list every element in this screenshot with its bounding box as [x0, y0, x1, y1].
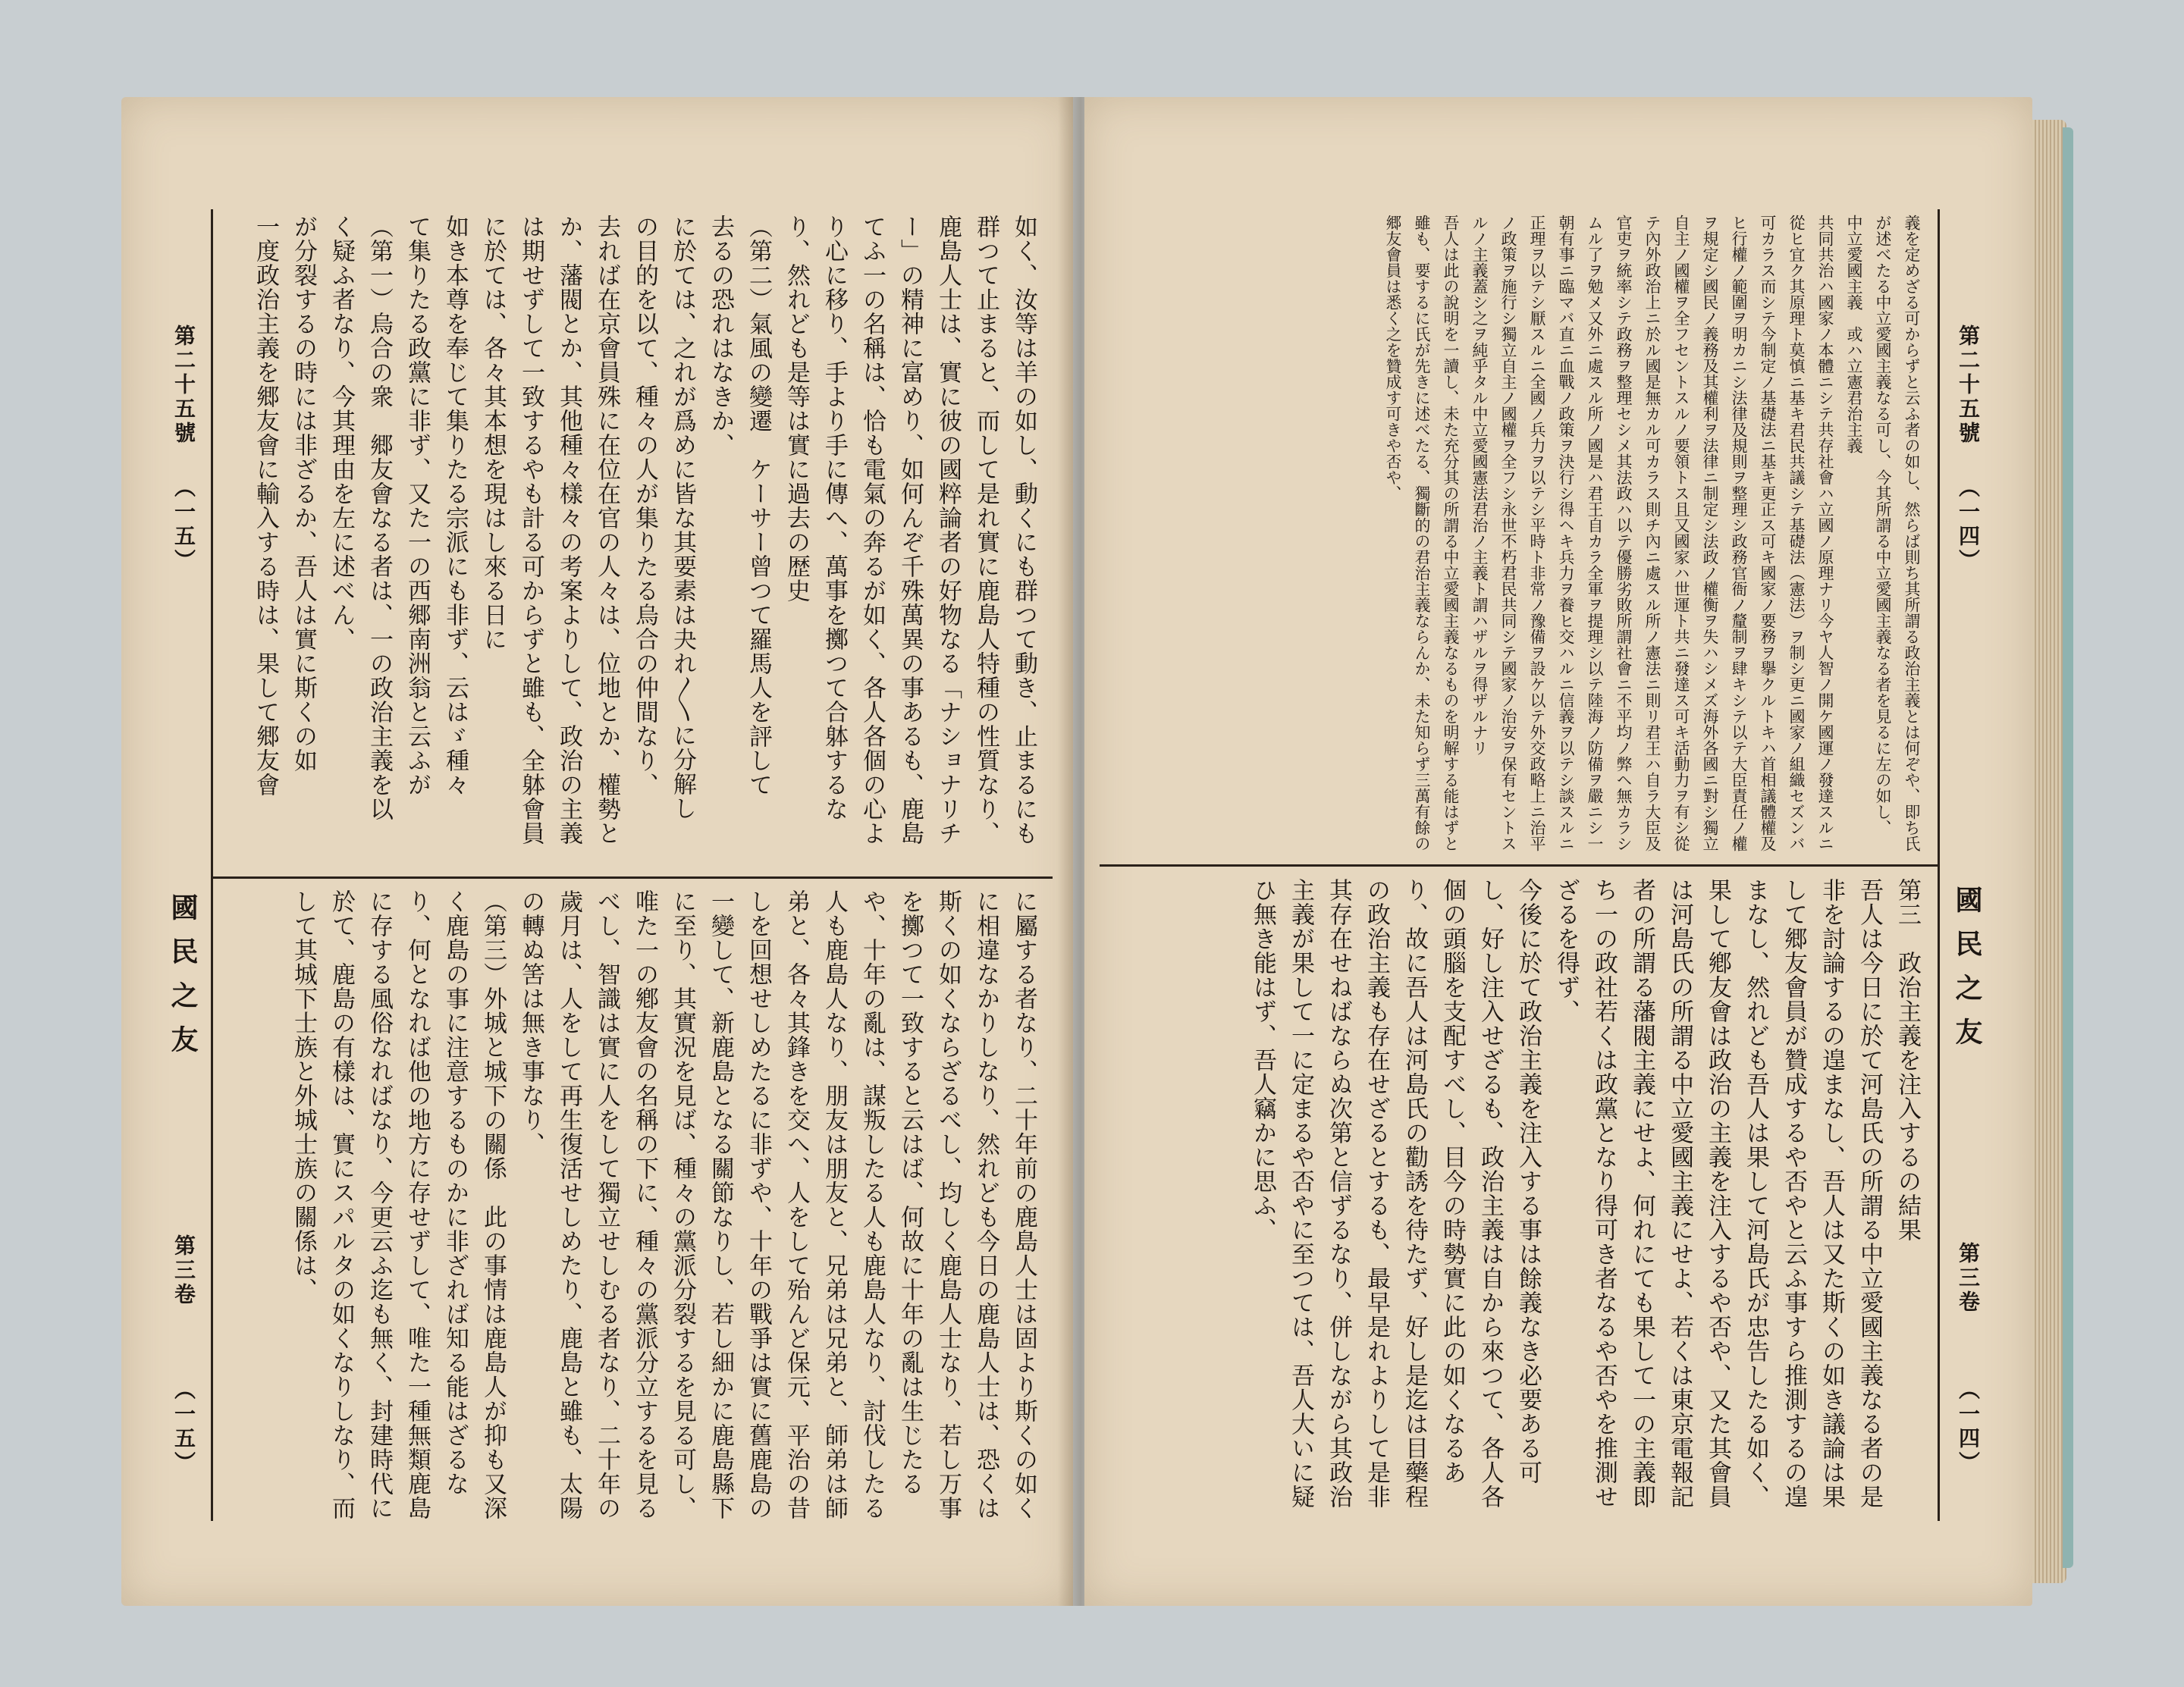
left-midline-rule — [211, 876, 1053, 879]
right-page-number-bottom: （一四） — [1956, 1378, 1981, 1475]
right-issue-label: 第二十五號 — [1956, 325, 1981, 446]
right-upper-text: 義を定めざる可からずと云ふ者の如し、然らば則ち其所謂る政治主義とは何ぞや、即ち氏が述べたる中立愛國主義なる可し、今其所謂る中立愛國主義なる者を見るに左の如し、 中立愛國主義 或ハ立憲君治主義 共同共治ハ國家ノ本體ニシテ共存社會ハ立國ノ原理ナリ今ヤ人智ノ開ケ國運ノ發達スルニ從ヒ宜ク其原理ト莫慎ニ基キ君民共議シテ基礎法（憲法）ヲ制シ更ニ國家ノ組織セズンバ可カラス而シテ今制定ノ基礎法ニ基キ更正ス可キ國家ノ要務ヲ擧クルトキハ首相議體權及ヒ行權ノ範圍ヲ明カニシ法律及規則ヲ整理シ政務官衙ノ釐制ヲ肆キシテ以テ大臣責任ノ權ヲ規定シ國民ノ義務及其權利ヲ法律ニ制定シ法政ノ權衡ヲ失ハシメズ海外各國ニ對シ獨立自主ノ國權ヲ全フセントスルノ要領トス且又國家ハ世運ト共ニ發達ス可キ活動力ヲ有シ從テ內外政治上ニ於ル國是無カル可カラス則チ內ニ處スル所ノ憲法ニ則リ君王ハ自ラ大臣及官吏ヲ統率シテ政務ヲ整理セシメ其法政ハ以テ優勝劣敗所謂社會ニ不平均ノ弊ヘ無カラシムル了ヲ勉メ又外ニ處スル所ノ國是ハ君王自カラ全軍ヲ提理シ以テ陸海ノ防備ヲ嚴ニシ一朝有事ニ臨マバ直ニ血戰ノ政策ヲ決行シ得ヘキ兵力ヲ養ヒ交ハルニ信義ヲ以テシ談スルニ正理ヲ以テシ厭スルニ全國ノ兵力ヲ以テシ平時ト非常ノ豫備ヲ設ケ以テ外交政略上ニ治平ノ政策ヲ施行シ獨立自主ノ國權ヲ全フシ永世不朽君民共同シテ國家ノ治安ヲ保有セントスルノ主義蓋シ之ヲ純乎タル中立愛國憲法君治ノ主義ト謂ハザルヲ得ザルナリ 吾人は此の說明を一讀し、未た充分其の所謂る中立愛國主義なるものを明解する能はずと雖も、要するに氏が先きに述べたる、獨斷的の君治主義ならんか、未た知らず三萬有餘の郷友會員は悉く之を贊成す可きや否や、 — [1384, 215, 1921, 851]
right-volume-label: 第三卷 — [1956, 1242, 1981, 1315]
right-magazine-title: 國民之友 — [1951, 886, 1983, 1061]
right-midline-rule — [1100, 864, 1938, 867]
left-lower-text: に屬する者なり、二十年前の鹿島人士は固より斯くの如くに相違なかりしなり、然れども今日の鹿島人士は、恐くは斯くの如くならざるべし、均しく鹿島人士なり、若し万事を擲つて一致すると云はば、何故に十年の亂は生じたるや、十年の亂は、謀叛したる人も鹿島人なり、討伐したる人も鹿島人なり、朋友は朋友と、兄弟は兄弟と、師弟は師弟と、各々其鋒きを交へ、人をして殆んど保元、平治の昔しを回想せしめたるに非ずや、十年の戰爭は實に舊鹿島の一變して、新鹿島となる關節なりし、若し細かに鹿島縣下に至り、其實況を見ば、種々の黨派分裂するを見る可し、唯た一の鄕友會の名稱の下に、種々の黨派分立するを見るべし、智識は實に人をして獨立せしむる者なり、二十年の歲月は、人をして再生復活せしめたり、鹿島と雖も、太陽の轉ぬ筈は無き事なり、 （第三）外城と城下の關係 此の事情は鹿島人が抑も又深く鹿島の事に注意するものかに非ざれば知る能はざるなり、何となれば他の地方に存せずして、唯た一種無類鹿島に存する風俗なればなり、今更云ふ迄も無く、封建時代に於て、鹿島の有樣は、實にスパルタの如くなりしなり、而して其城下士族と外城士族の關係は、 — [290, 889, 1037, 1520]
left-page — [121, 97, 1073, 1606]
right-page — [1084, 97, 2032, 1606]
left-page-number-top: （一五） — [171, 476, 196, 573]
right-header-rule — [1938, 209, 1940, 1521]
left-header-rule — [211, 209, 213, 1521]
left-page-number-bottom: （一五） — [171, 1378, 196, 1475]
cover-edge — [2063, 127, 2073, 1568]
right-lower-text: 第三 政治主義を注入するの結果 吾人は今日に於て河島氏の所謂る中立愛國主義なる者の是非を討論するの遑まなし、吾人は又た斯くの如き議論は果して郷友會員が贊成するや否やと云ふ事すら推測するの遑まなし、然れども吾人は果して河島氏が忠告したる如く、果して鄕友會は政治の主義を注入するや否や、又た其會員は河島氏の所謂る中立愛國主義にせよ、若くは東京電報記者の所謂る藩閥主義にせよ、何れにても果して一の主義即ち一の政社若くは政黨となり得可き者なるや否やを推測せざるを得ず、 今後に於て政治主義を注入する事は餘義なき必要ある可し、好し注入せざるも、政治主義は自から來つて、各人各個の頭腦を支配すべし、目今の時勢實に此の如くなるあり、故に吾人は河島氏の勸誘を待たず、好し是迄は目藥程の政治主義も存在せざるとするも、最早是れよりして是非其存在せねばならぬ次第と信ずるなり、併しながら其政治主義が果して一に定まるや否やに至つては、吾人大いに疑ひ無き能はず、吾人竊かに思ふ、 — [1249, 878, 1921, 1509]
left-volume-label: 第三卷 — [171, 1234, 196, 1307]
open-magazine — [121, 97, 2078, 1606]
left-magazine-title: 國民之友 — [167, 893, 199, 1069]
left-issue-label: 第二十五號 — [171, 325, 196, 446]
left-upper-text: 如く、汝等は羊の如し、動くにも群つて動き、止まるにも群つて止まると、而して是れ實に鹿島人特種の性質なり、鹿島人士は、實に彼の國粹論者の好物なる「ナショナリチー」の精神に富めり、如何んぞ千殊萬異の事あるも、鹿島てふ一の名稱は、恰も電氣の奔るが如く、各人各個の心より心に移り、手より手に傳へ、萬事を擲つて合躰するなり、然れども是等は實に過去の歴史 （第二）氣風の變遷 ケーサー曾つて羅馬人を評して 去るの恐れはなきか、 に於ては、之れが爲めに皆な其要素は夬れ〳〵に分解し の目的を以て、種々の人が集りたる烏合の仲間なり、 去れば在京會員殊に在位在官の人々は、位地とか、權勢とか、藩閥とか、其他種々樣々の考案よりして、政治の主義は期せずして一致するやも計る可からずと雖も、全躰會員に於ては、各々其本想を現はし來る日に 如き本尊を奉じて集りたる宗派にも非ず、云はゞ種々 て集りたる政黨に非ず、又た一の西郷南洲翁と云ふが （第一）烏合の衆 郷友會なる者は、一の政治主義を以 く疑ふ者なり、今其理由を左に述べん、 が分裂するの時には非ざるか、吾人は實に斯くの如 一度政治主義を郷友會に輸入する時は、果して郷友會 — [252, 215, 1037, 845]
right-page-number-top: （一四） — [1956, 476, 1981, 573]
page-edges — [2029, 120, 2066, 1583]
